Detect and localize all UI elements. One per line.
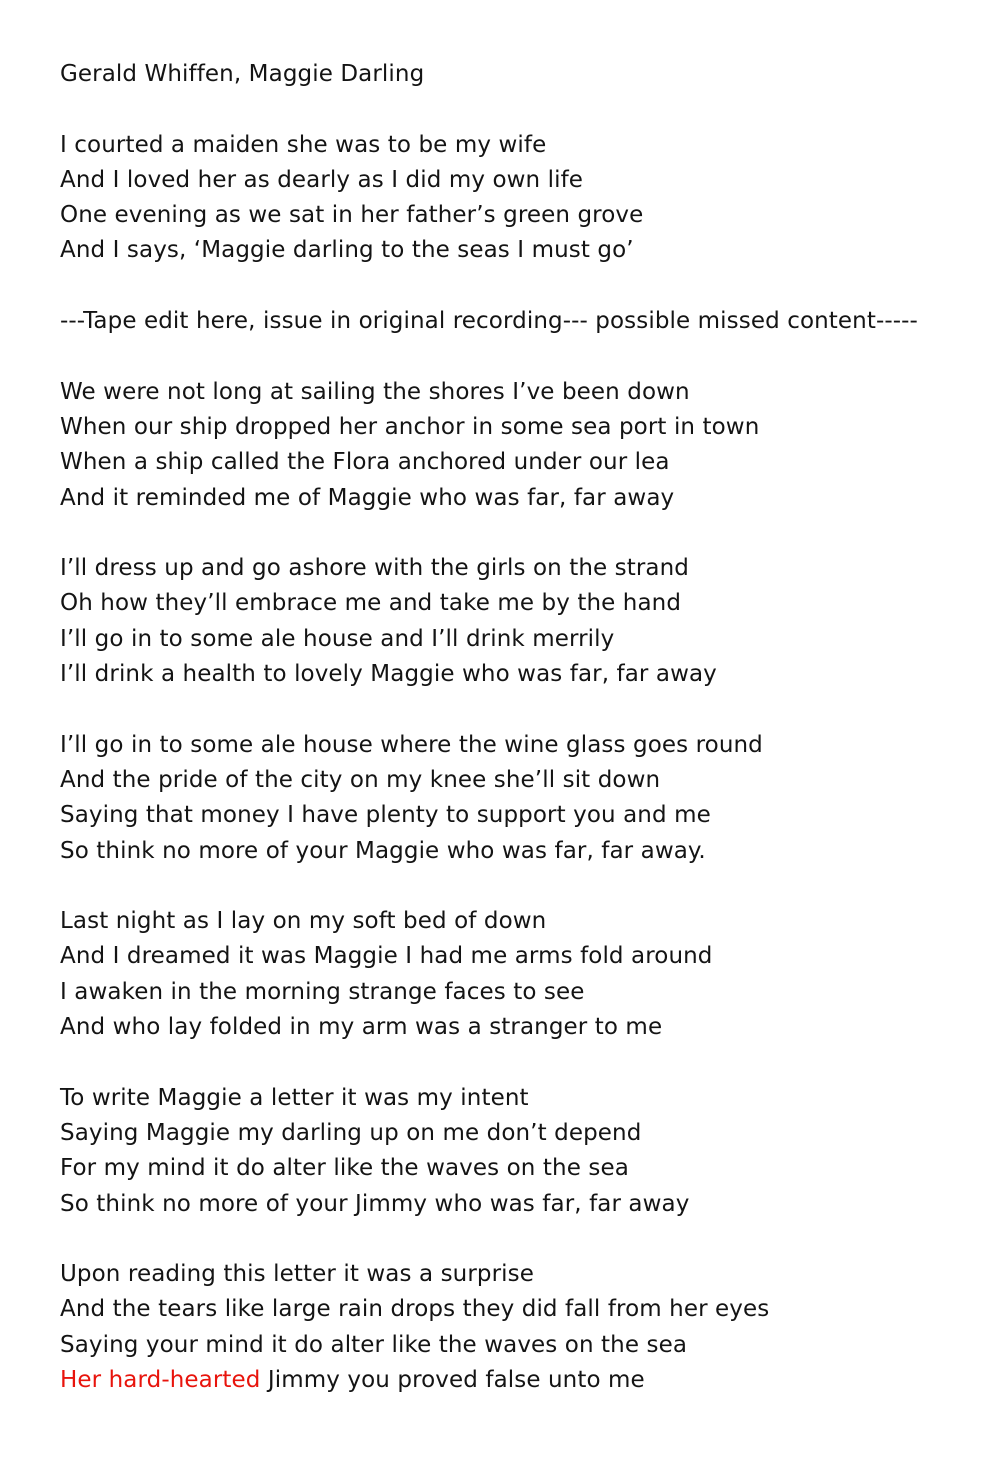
lyric-line: To write Maggie a letter it was my intent [60,1084,529,1111]
lyric-line: And I says, ‘Maggie darling to the seas I must go’ [60,237,634,264]
stanza-3 [60,551,980,692]
lyric-line: One evening as we sat in her father’s green grove [60,202,644,229]
tape-edit-note: ---Tape edit here, issue in original recording--- possible missed content----- [60,308,918,335]
lyric-line: I’ll go in to some ale house where the wine glass goes round [60,731,763,758]
lyric-line: Saying your mind it do alter like the waves on the sea [60,1331,688,1358]
lyric-line: We were not long at sailing the shores I’ve been down [60,378,690,405]
lyric-line: And the tears like large rain drops they did fall from her eyes [60,1296,770,1323]
lyric-line: And the pride of the city on my knee she’ll sit down [60,766,661,793]
spacer [60,339,980,374]
highlighted-text: Her hard-hearted [60,1366,261,1393]
stanza-7 [60,1257,980,1398]
stanza-1 [60,128,980,269]
lyric-line: I’ll go in to some ale house and I’ll drink merrily [60,625,615,652]
stanza-5 [60,904,980,1045]
spacer [60,516,980,551]
lyric-line: I awaken in the morning strange faces to see [60,978,585,1005]
lyrics-document [60,57,980,1398]
stanza-6 [60,1081,980,1222]
spacer [60,692,980,727]
stanza-4 [60,728,980,869]
lyric-line: And I dreamed it was Maggie I had me arms fold around [60,943,713,970]
final-lyric-line [60,1363,980,1398]
spacer [60,869,980,904]
lyric-line: And I loved her as dearly as I did my own life [60,166,584,193]
lyric-line: When a ship called the Flora anchored under our lea [60,449,670,476]
spacer [60,269,980,304]
lyric-line: I’ll drink a health to lovely Maggie who was far, far away [60,661,717,688]
spacer [60,92,980,127]
document-title: Gerald Whiffen, Maggie Darling [60,61,425,87]
stanza-2 [60,375,980,516]
lyric-line: And it reminded me of Maggie who was far, far away [60,484,675,511]
lyric-line: And who lay folded in my arm was a stranger to me [60,1014,663,1041]
lyric-line: I courted a maiden she was to be my wife [60,131,547,158]
lyric-line: So think no more of your Maggie who was far, far away. [60,837,706,864]
lyric-line: Last night as I lay on my soft bed of down [60,908,547,935]
lyric-line: Upon reading this letter it was a surprise [60,1261,534,1288]
lyric-line: For my mind it do alter like the waves on the sea [60,1155,629,1182]
lyric-line: When our ship dropped her anchor in some sea port in town [60,413,760,440]
spacer [60,1222,980,1257]
lyric-line: Saying that money I have plenty to support you and me [60,802,711,829]
lyric-line: Oh how they’ll embrace me and take me by the hand [60,590,682,617]
lyric-line: I’ll dress up and go ashore with the girls on the strand [60,555,689,582]
lyric-line: Saying Maggie my darling up on me don’t depend [60,1119,642,1146]
spacer [60,1045,980,1080]
lyric-line: So think no more of your Jimmy who was far, far away [60,1190,690,1217]
final-line-rest: Jimmy you proved false unto me [260,1366,645,1393]
